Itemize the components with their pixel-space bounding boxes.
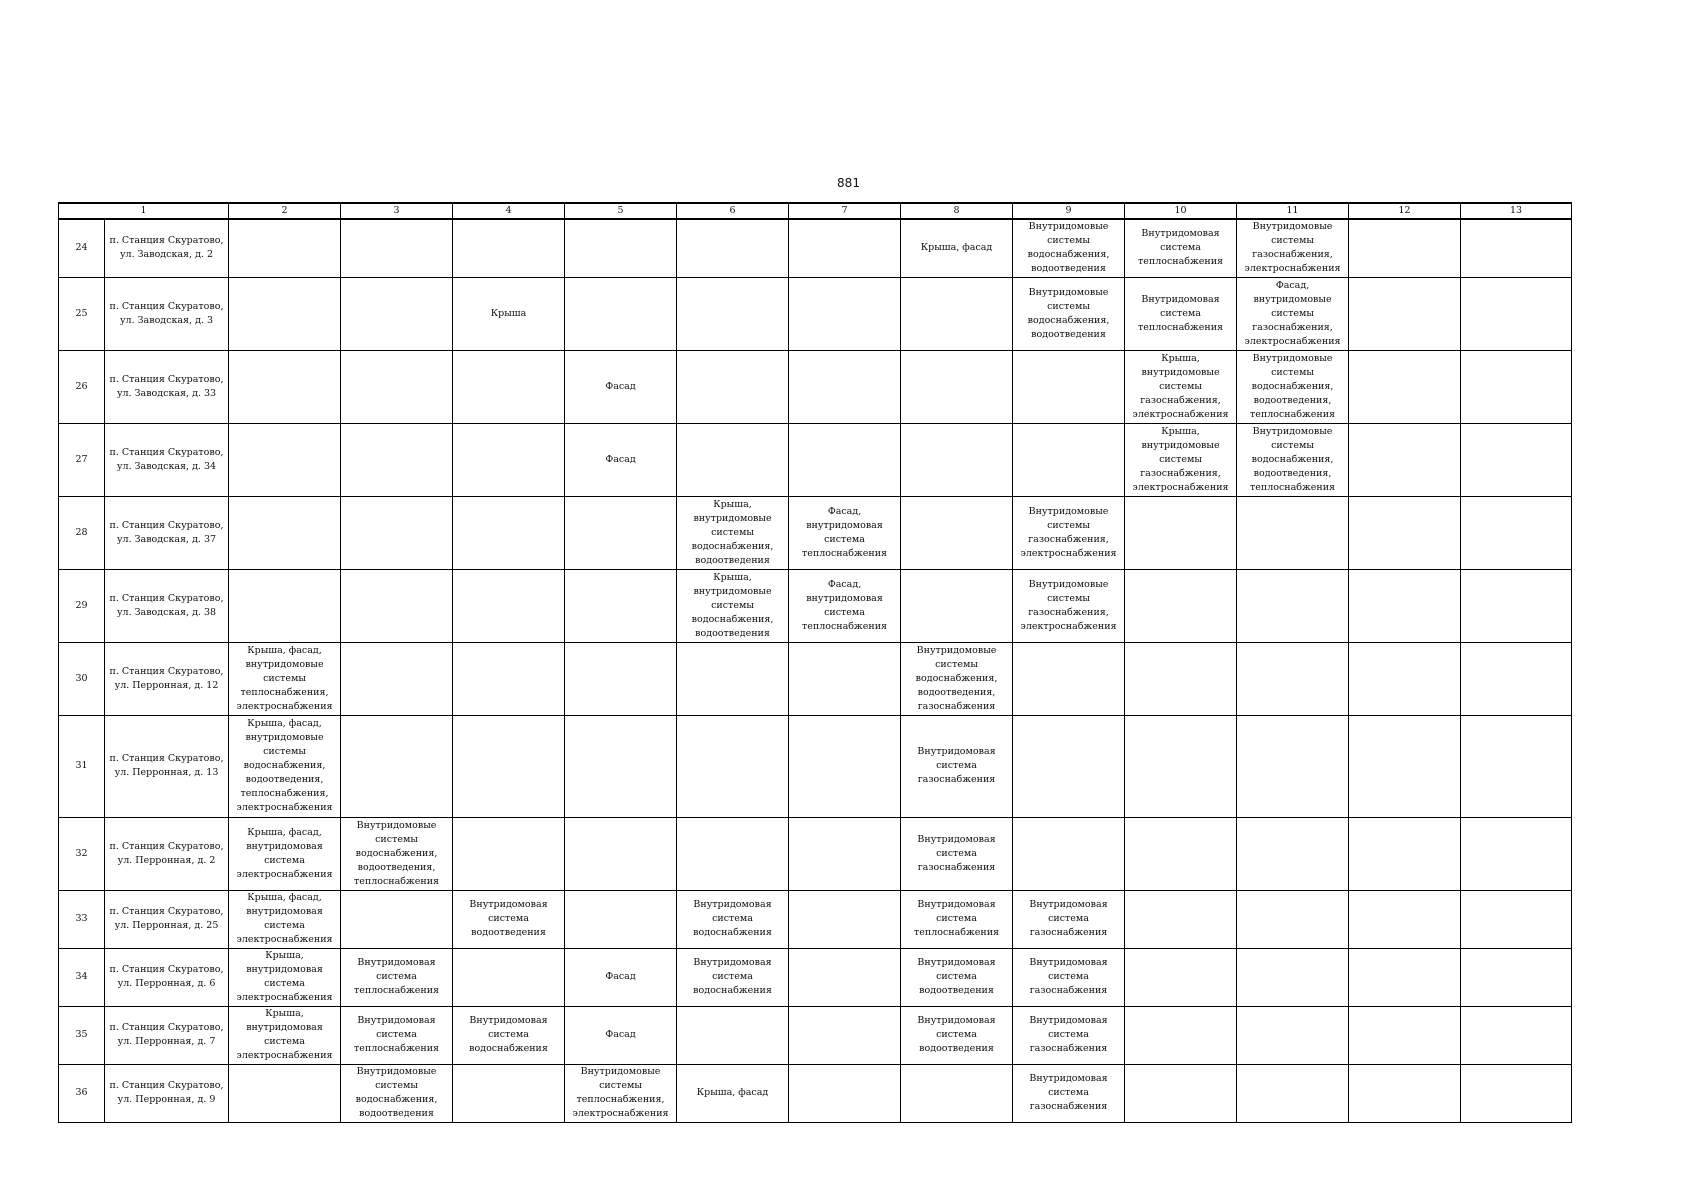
work-cell-col-10 bbox=[1125, 1006, 1237, 1064]
work-cell-col-11 bbox=[1237, 948, 1349, 1006]
work-cell-col-11 bbox=[1237, 715, 1349, 817]
work-cell-col-6 bbox=[677, 1006, 789, 1064]
work-cell-col-2 bbox=[229, 350, 341, 423]
work-cell-col-5: Фасад bbox=[565, 948, 677, 1006]
row-number: 30 bbox=[59, 642, 105, 715]
work-cell-col-8: Внутридомовая система водоотведения bbox=[901, 948, 1013, 1006]
work-cell-col-10: Крыша, внутридомовые системы газоснабжения, электроснабжения bbox=[1125, 350, 1237, 423]
repair-schedule-table bbox=[58, 202, 1572, 1123]
column-header: 11 bbox=[1237, 203, 1349, 219]
table-row bbox=[59, 219, 1572, 277]
address-cell: п. Станция Скуратово, ул. Заводская, д. 3 bbox=[105, 277, 229, 350]
work-cell-col-13 bbox=[1461, 569, 1572, 642]
work-cell-col-13 bbox=[1461, 1064, 1572, 1122]
work-cell-col-4 bbox=[453, 496, 565, 569]
work-cell-col-11 bbox=[1237, 496, 1349, 569]
work-cell-col-11: Внутридомовые системы водоснабжения, водоотведения, теплоснабжения bbox=[1237, 423, 1349, 496]
work-cell-col-10 bbox=[1125, 569, 1237, 642]
column-header: 7 bbox=[789, 203, 901, 219]
work-cell-col-8: Крыша, фасад bbox=[901, 219, 1013, 277]
table-row bbox=[59, 817, 1572, 890]
work-cell-col-12 bbox=[1349, 642, 1461, 715]
row-number: 36 bbox=[59, 1064, 105, 1122]
work-cell-col-13 bbox=[1461, 715, 1572, 817]
column-header: 10 bbox=[1125, 203, 1237, 219]
work-cell-col-6 bbox=[677, 642, 789, 715]
table-row bbox=[59, 715, 1572, 817]
work-cell-col-8: Внутридомовая система газоснабжения bbox=[901, 817, 1013, 890]
work-cell-col-13 bbox=[1461, 277, 1572, 350]
table-row bbox=[59, 1064, 1572, 1122]
row-number: 29 bbox=[59, 569, 105, 642]
work-cell-col-2: Крыша, фасад, внутридомовые системы теплоснабжения, электроснабжения bbox=[229, 642, 341, 715]
work-cell-col-10 bbox=[1125, 948, 1237, 1006]
row-number: 34 bbox=[59, 948, 105, 1006]
work-cell-col-11 bbox=[1237, 1006, 1349, 1064]
row-number: 26 bbox=[59, 350, 105, 423]
work-cell-col-6 bbox=[677, 715, 789, 817]
work-cell-col-2: Крыша, фасад, внутридомовые системы водоснабжения, водоотведения, теплоснабжения, электроснабжения bbox=[229, 715, 341, 817]
row-number: 27 bbox=[59, 423, 105, 496]
work-cell-col-8 bbox=[901, 496, 1013, 569]
column-header: 2 bbox=[229, 203, 341, 219]
work-cell-col-10: Внутридомовая система теплоснабжения bbox=[1125, 219, 1237, 277]
column-header: 6 bbox=[677, 203, 789, 219]
work-cell-col-10 bbox=[1125, 496, 1237, 569]
work-cell-col-2: Крыша, фасад, внутридомовая система электроснабжения bbox=[229, 817, 341, 890]
work-cell-col-5 bbox=[565, 496, 677, 569]
work-cell-col-5 bbox=[565, 890, 677, 948]
row-number: 24 bbox=[59, 219, 105, 277]
work-cell-col-6: Внутридомовая система водоснабжения bbox=[677, 890, 789, 948]
work-cell-col-6 bbox=[677, 219, 789, 277]
table-row bbox=[59, 948, 1572, 1006]
work-cell-col-2: Крыша, внутридомовая система электроснабжения bbox=[229, 948, 341, 1006]
work-cell-col-3 bbox=[341, 277, 453, 350]
table-row bbox=[59, 569, 1572, 642]
work-cell-col-8 bbox=[901, 569, 1013, 642]
work-cell-col-11 bbox=[1237, 642, 1349, 715]
work-cell-col-4: Внутридомовая система водоснабжения bbox=[453, 1006, 565, 1064]
work-cell-col-3 bbox=[341, 715, 453, 817]
work-cell-col-11 bbox=[1237, 890, 1349, 948]
work-cell-col-12 bbox=[1349, 569, 1461, 642]
work-cell-col-8: Внутридомовые системы водоснабжения, водоотведения, газоснабжения bbox=[901, 642, 1013, 715]
work-cell-col-9: Внутридомовые системы газоснабжения, электроснабжения bbox=[1013, 569, 1125, 642]
address-cell: п. Станция Скуратово, ул. Перронная, д. 6 bbox=[105, 948, 229, 1006]
work-cell-col-8 bbox=[901, 423, 1013, 496]
address-cell: п. Станция Скуратово, ул. Заводская, д. 37 bbox=[105, 496, 229, 569]
work-cell-col-13 bbox=[1461, 948, 1572, 1006]
row-number: 35 bbox=[59, 1006, 105, 1064]
work-cell-col-6: Крыша, внутридомовые системы водоснабжения, водоотведения bbox=[677, 496, 789, 569]
row-number: 28 bbox=[59, 496, 105, 569]
work-cell-col-8 bbox=[901, 277, 1013, 350]
work-cell-col-4 bbox=[453, 219, 565, 277]
address-cell: п. Станция Скуратово, ул. Перронная, д. 13 bbox=[105, 715, 229, 817]
work-cell-col-8: Внутридомовая система теплоснабжения bbox=[901, 890, 1013, 948]
work-cell-col-6 bbox=[677, 277, 789, 350]
table-row bbox=[59, 642, 1572, 715]
work-cell-col-7 bbox=[789, 1006, 901, 1064]
work-cell-col-9 bbox=[1013, 817, 1125, 890]
work-cell-col-9: Внутридомовые системы газоснабжения, электроснабжения bbox=[1013, 496, 1125, 569]
work-cell-col-2 bbox=[229, 496, 341, 569]
column-header: 3 bbox=[341, 203, 453, 219]
address-cell: п. Станция Скуратово, ул. Заводская, д. 34 bbox=[105, 423, 229, 496]
work-cell-col-12 bbox=[1349, 1006, 1461, 1064]
work-cell-col-4 bbox=[453, 423, 565, 496]
work-cell-col-6: Крыша, фасад bbox=[677, 1064, 789, 1122]
work-cell-col-13 bbox=[1461, 1006, 1572, 1064]
work-cell-col-9: Внутридомовые системы водоснабжения, водоотведения bbox=[1013, 277, 1125, 350]
work-cell-col-5: Фасад bbox=[565, 1006, 677, 1064]
work-cell-col-7 bbox=[789, 817, 901, 890]
work-cell-col-8 bbox=[901, 350, 1013, 423]
work-cell-col-6: Крыша, внутридомовые системы водоснабжения, водоотведения bbox=[677, 569, 789, 642]
work-cell-col-4 bbox=[453, 1064, 565, 1122]
work-cell-col-3 bbox=[341, 496, 453, 569]
work-cell-col-7 bbox=[789, 948, 901, 1006]
work-cell-col-8: Внутридомовая система газоснабжения bbox=[901, 715, 1013, 817]
work-cell-col-4 bbox=[453, 715, 565, 817]
work-cell-col-3: Внутридомовая система теплоснабжения bbox=[341, 948, 453, 1006]
work-cell-col-6: Внутридомовая система водоснабжения bbox=[677, 948, 789, 1006]
work-cell-col-3: Внутридомовая система теплоснабжения bbox=[341, 1006, 453, 1064]
table-body bbox=[59, 219, 1572, 1122]
work-cell-col-7 bbox=[789, 1064, 901, 1122]
address-cell: п. Станция Скуратово, ул. Перронная, д. 2 bbox=[105, 817, 229, 890]
work-cell-col-5: Внутридомовые системы теплоснабжения, электроснабжения bbox=[565, 1064, 677, 1122]
column-header: 1 bbox=[59, 203, 229, 219]
row-number: 25 bbox=[59, 277, 105, 350]
work-cell-col-6 bbox=[677, 817, 789, 890]
page-number: 881 bbox=[837, 176, 860, 190]
column-header: 13 bbox=[1461, 203, 1572, 219]
work-cell-col-10: Крыша, внутридомовые системы газоснабжения, электроснабжения bbox=[1125, 423, 1237, 496]
work-cell-col-7 bbox=[789, 890, 901, 948]
work-cell-col-2 bbox=[229, 569, 341, 642]
work-cell-col-10 bbox=[1125, 890, 1237, 948]
address-cell: п. Станция Скуратово, ул. Перронная, д. 25 bbox=[105, 890, 229, 948]
work-cell-col-4: Крыша bbox=[453, 277, 565, 350]
work-cell-col-12 bbox=[1349, 948, 1461, 1006]
column-header: 5 bbox=[565, 203, 677, 219]
work-cell-col-10 bbox=[1125, 1064, 1237, 1122]
work-cell-col-2 bbox=[229, 423, 341, 496]
work-cell-col-13 bbox=[1461, 496, 1572, 569]
header-row bbox=[59, 203, 1572, 219]
work-cell-col-13 bbox=[1461, 219, 1572, 277]
work-cell-col-9 bbox=[1013, 423, 1125, 496]
work-cell-col-10 bbox=[1125, 642, 1237, 715]
work-cell-col-5 bbox=[565, 219, 677, 277]
work-cell-col-3 bbox=[341, 569, 453, 642]
address-cell: п. Станция Скуратово, ул. Заводская, д. 33 bbox=[105, 350, 229, 423]
work-cell-col-10 bbox=[1125, 715, 1237, 817]
column-header: 12 bbox=[1349, 203, 1461, 219]
work-cell-col-13 bbox=[1461, 350, 1572, 423]
work-cell-col-3: Внутридомовые системы водоснабжения, водоотведения bbox=[341, 1064, 453, 1122]
work-cell-col-2: Крыша, внутридомовая система электроснабжения bbox=[229, 1006, 341, 1064]
work-cell-col-11: Фасад, внутридомовые системы газоснабжения, электроснабжения bbox=[1237, 277, 1349, 350]
work-cell-col-2: Крыша, фасад, внутридомовая система электроснабжения bbox=[229, 890, 341, 948]
address-cell: п. Станция Скуратово, ул. Заводская, д. 38 bbox=[105, 569, 229, 642]
work-cell-col-3: Внутридомовые системы водоснабжения, водоотведения, теплоснабжения bbox=[341, 817, 453, 890]
work-cell-col-2 bbox=[229, 1064, 341, 1122]
work-cell-col-9 bbox=[1013, 715, 1125, 817]
table-row bbox=[59, 496, 1572, 569]
table-row bbox=[59, 890, 1572, 948]
work-cell-col-12 bbox=[1349, 1064, 1461, 1122]
row-number: 33 bbox=[59, 890, 105, 948]
work-cell-col-10: Внутридомовая система теплоснабжения bbox=[1125, 277, 1237, 350]
work-cell-col-5: Фасад bbox=[565, 423, 677, 496]
row-number: 31 bbox=[59, 715, 105, 817]
work-cell-col-10 bbox=[1125, 817, 1237, 890]
work-cell-col-9: Внутридомовая система газоснабжения bbox=[1013, 948, 1125, 1006]
work-cell-col-9: Внутридомовая система газоснабжения bbox=[1013, 890, 1125, 948]
table-row bbox=[59, 277, 1572, 350]
work-cell-col-12 bbox=[1349, 817, 1461, 890]
work-cell-col-5 bbox=[565, 642, 677, 715]
address-cell: п. Станция Скуратово, ул. Перронная, д. 9 bbox=[105, 1064, 229, 1122]
work-cell-col-12 bbox=[1349, 277, 1461, 350]
table-row bbox=[59, 1006, 1572, 1064]
work-cell-col-11: Внутридомовые системы водоснабжения, водоотведения, теплоснабжения bbox=[1237, 350, 1349, 423]
work-cell-col-7 bbox=[789, 715, 901, 817]
work-cell-col-9: Внутридомовая система газоснабжения bbox=[1013, 1006, 1125, 1064]
work-cell-col-12 bbox=[1349, 496, 1461, 569]
work-cell-col-13 bbox=[1461, 642, 1572, 715]
work-cell-col-13 bbox=[1461, 817, 1572, 890]
work-cell-col-7 bbox=[789, 350, 901, 423]
work-cell-col-11 bbox=[1237, 569, 1349, 642]
row-number: 32 bbox=[59, 817, 105, 890]
work-cell-col-9: Внутридомовые системы водоснабжения, водоотведения bbox=[1013, 219, 1125, 277]
address-cell: п. Станция Скуратово, ул. Заводская, д. 2 bbox=[105, 219, 229, 277]
work-cell-col-6 bbox=[677, 423, 789, 496]
work-cell-col-11 bbox=[1237, 1064, 1349, 1122]
work-cell-col-12 bbox=[1349, 715, 1461, 817]
work-cell-col-8: Внутридомовая система водоотведения bbox=[901, 1006, 1013, 1064]
work-cell-col-5 bbox=[565, 569, 677, 642]
column-header: 9 bbox=[1013, 203, 1125, 219]
work-cell-col-7 bbox=[789, 642, 901, 715]
work-cell-col-11 bbox=[1237, 817, 1349, 890]
work-cell-col-7: Фасад, внутридомовая система теплоснабжения bbox=[789, 569, 901, 642]
work-cell-col-11: Внутридомовые системы газоснабжения, электроснабжения bbox=[1237, 219, 1349, 277]
table-row bbox=[59, 423, 1572, 496]
work-cell-col-13 bbox=[1461, 890, 1572, 948]
table-row bbox=[59, 350, 1572, 423]
work-cell-col-7 bbox=[789, 219, 901, 277]
work-cell-col-5 bbox=[565, 715, 677, 817]
work-cell-col-3 bbox=[341, 890, 453, 948]
work-cell-col-3 bbox=[341, 423, 453, 496]
work-cell-col-5 bbox=[565, 277, 677, 350]
column-header: 8 bbox=[901, 203, 1013, 219]
work-cell-col-5: Фасад bbox=[565, 350, 677, 423]
work-cell-col-2 bbox=[229, 277, 341, 350]
address-cell: п. Станция Скуратово, ул. Перронная, д. 12 bbox=[105, 642, 229, 715]
work-cell-col-3 bbox=[341, 642, 453, 715]
work-cell-col-9: Внутридомовая система газоснабжения bbox=[1013, 1064, 1125, 1122]
work-cell-col-12 bbox=[1349, 423, 1461, 496]
work-cell-col-2 bbox=[229, 219, 341, 277]
work-cell-col-3 bbox=[341, 219, 453, 277]
work-cell-col-12 bbox=[1349, 350, 1461, 423]
work-cell-col-5 bbox=[565, 817, 677, 890]
work-cell-col-4 bbox=[453, 569, 565, 642]
work-cell-col-9 bbox=[1013, 642, 1125, 715]
work-cell-col-7 bbox=[789, 277, 901, 350]
work-cell-col-4: Внутридомовая система водоотведения bbox=[453, 890, 565, 948]
work-cell-col-4 bbox=[453, 350, 565, 423]
work-cell-col-8 bbox=[901, 1064, 1013, 1122]
address-cell: п. Станция Скуратово, ул. Перронная, д. 7 bbox=[105, 1006, 229, 1064]
work-cell-col-3 bbox=[341, 350, 453, 423]
work-cell-col-7: Фасад, внутридомовая система теплоснабжения bbox=[789, 496, 901, 569]
work-cell-col-12 bbox=[1349, 219, 1461, 277]
work-cell-col-4 bbox=[453, 948, 565, 1006]
column-header: 4 bbox=[453, 203, 565, 219]
work-cell-col-6 bbox=[677, 350, 789, 423]
work-cell-col-7 bbox=[789, 423, 901, 496]
work-cell-col-13 bbox=[1461, 423, 1572, 496]
work-cell-col-4 bbox=[453, 817, 565, 890]
work-cell-col-4 bbox=[453, 642, 565, 715]
work-cell-col-12 bbox=[1349, 890, 1461, 948]
work-cell-col-9 bbox=[1013, 350, 1125, 423]
